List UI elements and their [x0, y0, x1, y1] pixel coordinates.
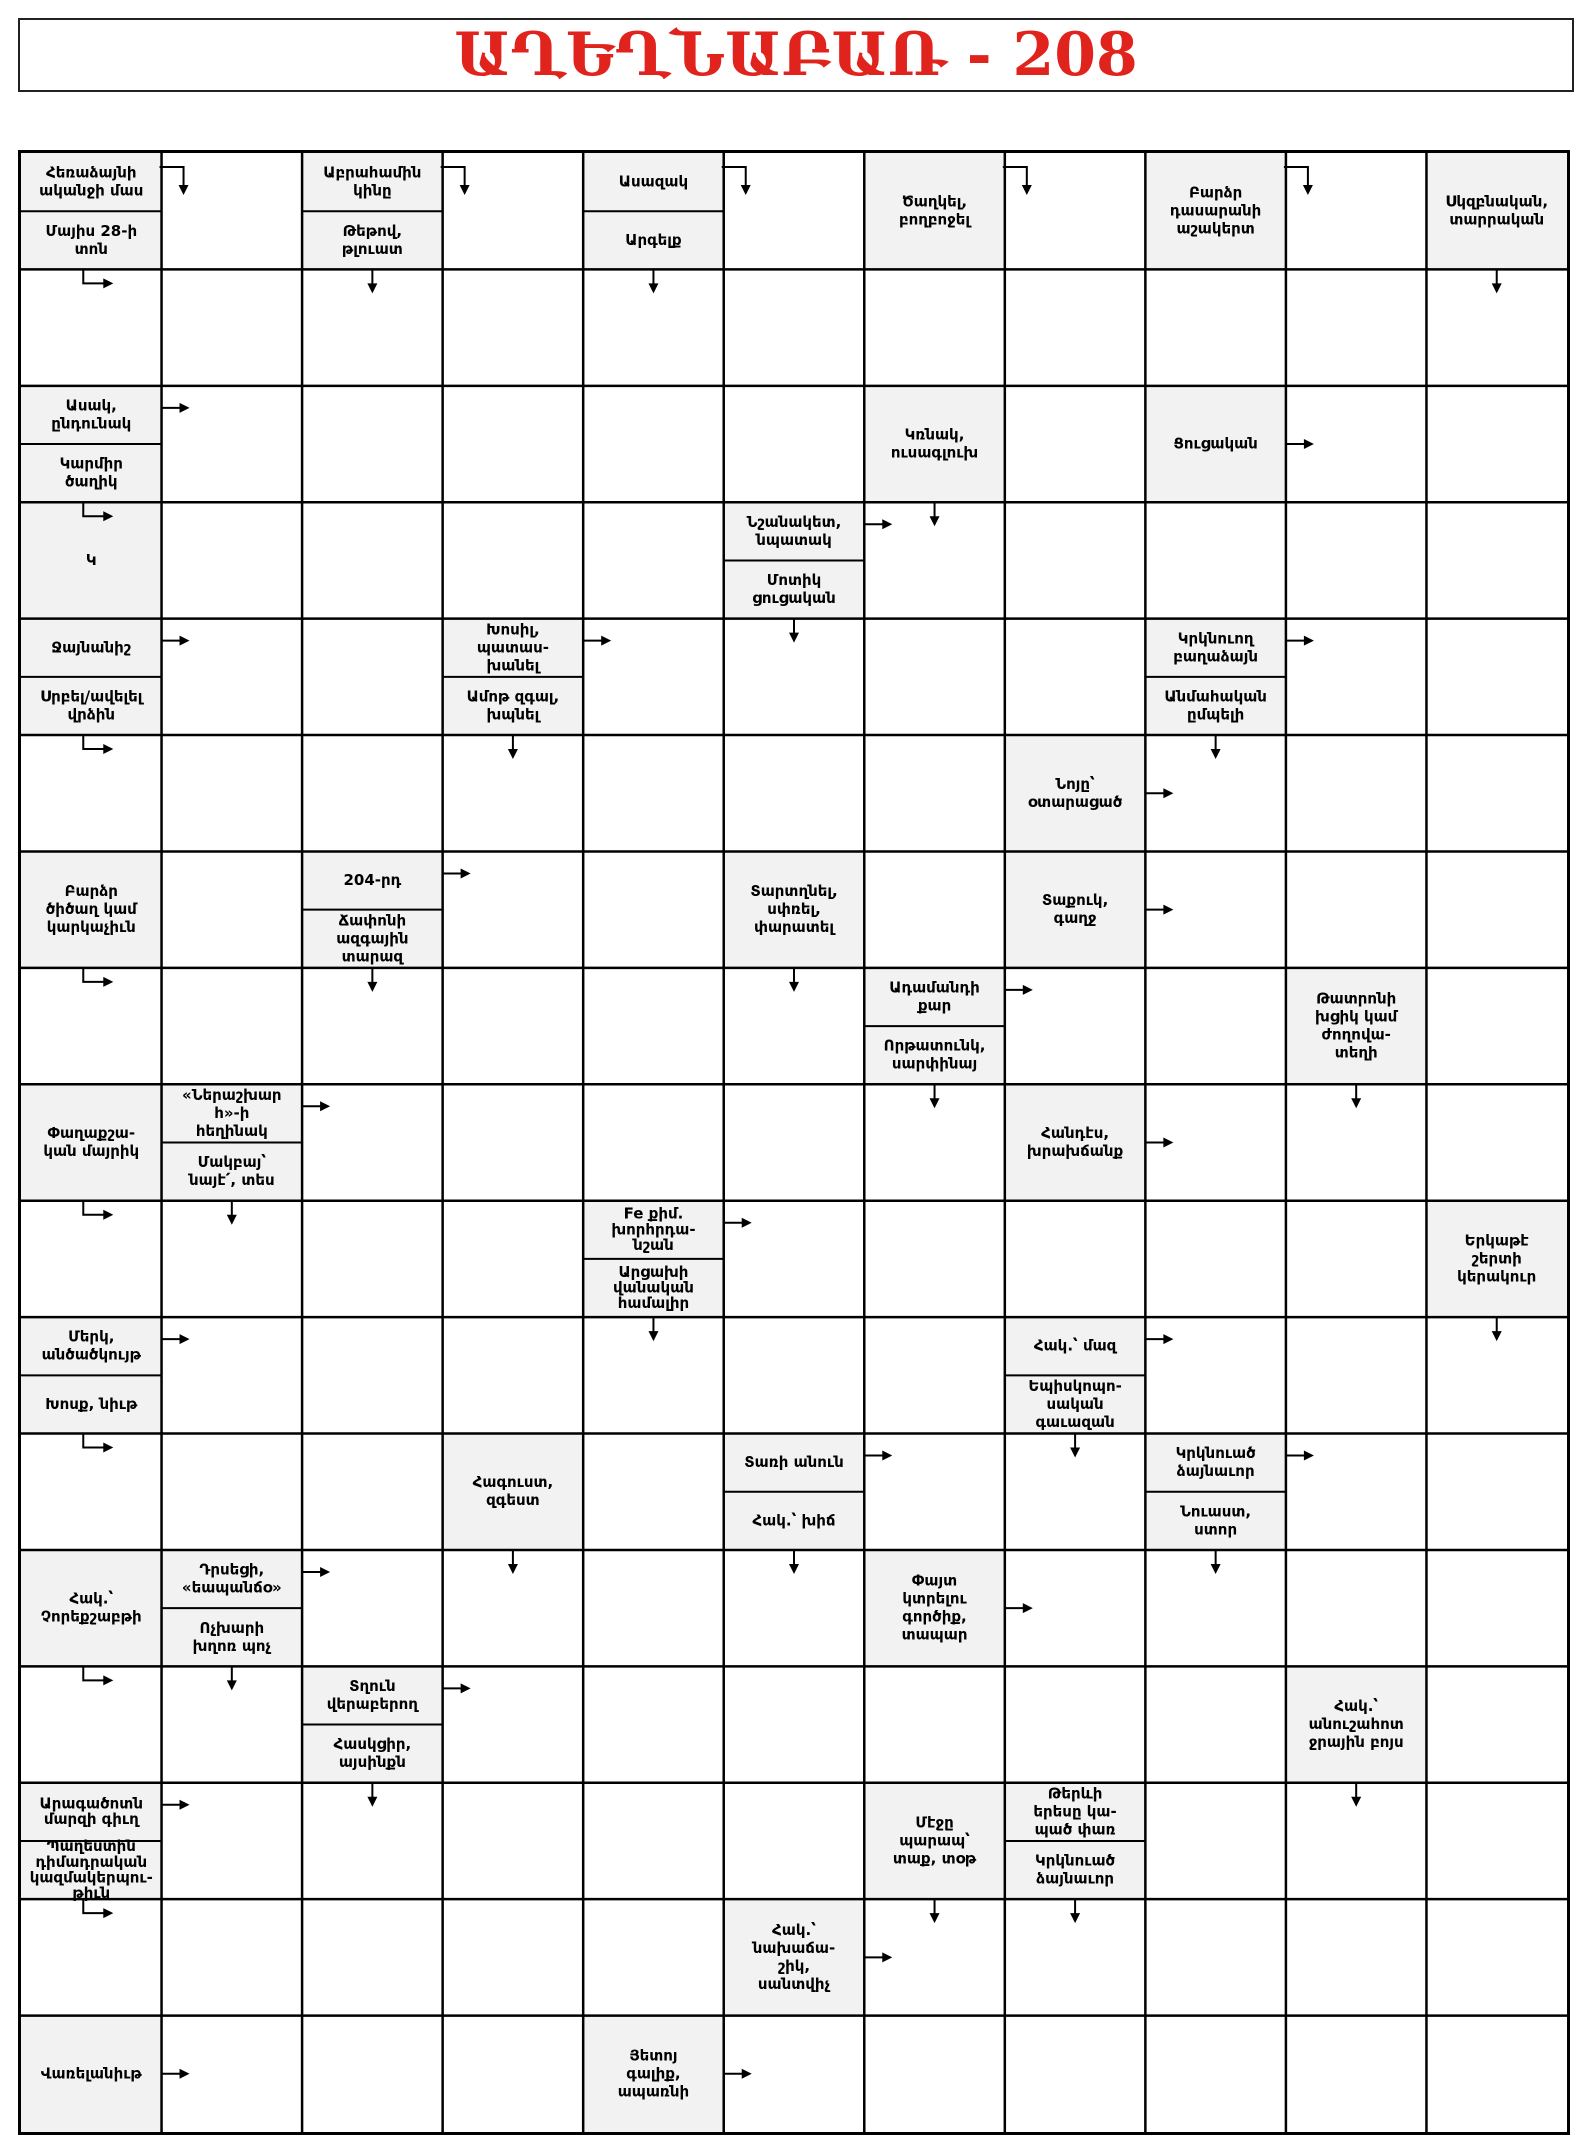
answer-cell[interactable] — [724, 386, 865, 502]
answer-cell[interactable] — [583, 735, 724, 851]
answer-cell[interactable] — [302, 619, 443, 735]
answer-cell[interactable] — [162, 1317, 303, 1433]
clue-text-line: Ծաղկել, — [901, 192, 968, 211]
clue-text-line: ապառնի — [617, 2082, 690, 2101]
answer-cell[interactable] — [1005, 619, 1146, 735]
clue-text-line: վերաբերող — [326, 1694, 418, 1713]
clue-text-line: Փաղաքշա- — [47, 1124, 136, 1142]
clue-text-line: կարկաչիւն — [46, 918, 136, 937]
answer-cell[interactable] — [1286, 1434, 1427, 1550]
clue-text-line: Տարտղնել, — [750, 882, 838, 901]
clue-text-line: Խոսիլ, — [486, 620, 540, 639]
answer-cell[interactable] — [443, 968, 584, 1084]
answer-cell[interactable] — [21, 269, 162, 385]
clue-text-line: գաւազան — [1035, 1412, 1115, 1431]
clue-text-line: պարապ՝ — [899, 1831, 970, 1850]
clue-text-line: Հակ.՝ խիճ — [752, 1511, 836, 1530]
clue-text-line: թլուատ — [341, 239, 403, 258]
answer-cell[interactable] — [1286, 1550, 1427, 1666]
answer-cell[interactable] — [724, 735, 865, 851]
answer-cell[interactable] — [443, 1666, 584, 1782]
answer-cell[interactable] — [1145, 1666, 1286, 1782]
clue-text-line: Պաղեստին — [46, 1837, 136, 1856]
clue-text-line: խանել — [486, 656, 540, 675]
answer-cell[interactable] — [1005, 1666, 1146, 1782]
clue-text-line: Թատրոնի — [1316, 989, 1397, 1008]
answer-cell[interactable] — [21, 968, 162, 1084]
clue-text-line: Փայտ — [911, 1571, 958, 1590]
clue-text-line: տաք, տօթ — [892, 1849, 977, 1868]
clue-text-line: Որթատունկ, — [883, 1036, 986, 1055]
answer-cell[interactable] — [21, 1899, 162, 2015]
clue-text-line: Բարձր — [1188, 183, 1243, 202]
clue-text-line: սանտվիչ — [757, 1974, 831, 1993]
answer-cell[interactable] — [443, 1084, 584, 1200]
answer-cell[interactable] — [1286, 735, 1427, 851]
clue-text-line: ծիծաղ կամ — [45, 900, 137, 919]
answer-cell[interactable] — [1426, 968, 1567, 1084]
answer-cell[interactable] — [583, 1434, 724, 1550]
answer-cell[interactable] — [724, 269, 865, 385]
answer-cell[interactable] — [1005, 502, 1146, 618]
answer-cell[interactable] — [583, 968, 724, 1084]
answer-cell[interactable] — [162, 851, 303, 967]
clue-text-line: Անմահական — [1164, 687, 1267, 706]
clue-text-line: վանական — [613, 1278, 694, 1297]
clue-text-line: դիմադրական — [35, 1852, 148, 1871]
answer-cell[interactable] — [1005, 386, 1146, 502]
clue-text-line: տապար — [901, 1625, 968, 1644]
clue-text-line: 204-րդ — [343, 871, 402, 890]
clue-text-line: խցիկ կամ — [1315, 1007, 1398, 1026]
clue-text-line: թիւն — [72, 1883, 111, 1902]
clue-text-line: կան մայրիկ — [43, 1142, 140, 1160]
clue-text-line: Նոյը՝ — [1055, 774, 1095, 793]
clue-text-line: Կ — [85, 550, 97, 569]
clue-text-line: երեսը կա- — [1033, 1802, 1117, 1821]
answer-cell[interactable] — [1286, 619, 1427, 735]
answer-cell[interactable] — [1426, 1434, 1567, 1550]
answer-cell[interactable] — [583, 1666, 724, 1782]
clue-text-line: կազմակերպու- — [29, 1868, 153, 1887]
clue-text-line: գաղջ — [1053, 909, 1097, 928]
clue-text-line: խպնել — [486, 705, 540, 724]
clue-text-line: խրախճանք — [1026, 1142, 1124, 1160]
answer-cell[interactable] — [583, 386, 724, 502]
answer-cell[interactable] — [1005, 2016, 1146, 2132]
answer-cell[interactable] — [1426, 851, 1567, 967]
answer-cell[interactable] — [1145, 1899, 1286, 2015]
answer-cell[interactable] — [1426, 1666, 1567, 1782]
answer-cell[interactable] — [302, 1317, 443, 1433]
answer-cell[interactable] — [162, 269, 303, 385]
clue-text-line: ուսագլուխ — [890, 443, 979, 462]
clue-text-line: Մակբայ՝ — [197, 1153, 267, 1172]
answer-cell[interactable] — [21, 1666, 162, 1782]
clue-text-line: Հակ.՝ — [1334, 1697, 1379, 1716]
clue-text-line: ձայնաւոր — [1036, 1869, 1115, 1888]
answer-cell[interactable] — [1426, 619, 1567, 735]
clue-text-line: ժողովա- — [1321, 1025, 1391, 1044]
clue-text-line: Եպիսկոպո- — [1028, 1376, 1122, 1395]
answer-cell[interactable] — [864, 1201, 1005, 1317]
clue-text-line: փարատել — [753, 918, 835, 937]
puzzle-title-box — [18, 18, 1574, 92]
answer-cell[interactable] — [443, 386, 584, 502]
crossword-svg — [21, 153, 1567, 2132]
clue-text-line: հեղինակ — [195, 1121, 268, 1140]
clue-text-line: տոն — [74, 239, 108, 258]
clue-text-line: կինը — [353, 181, 392, 200]
answer-cell[interactable] — [443, 1899, 584, 2015]
clue-text-line: Տղուն — [349, 1676, 396, 1695]
answer-cell[interactable] — [162, 1783, 303, 1899]
answer-cell[interactable] — [162, 735, 303, 851]
clue-text-line: տարազ — [341, 947, 404, 966]
clue-text-line: Ոչխարի — [199, 1618, 265, 1637]
answer-cell[interactable] — [1286, 1317, 1427, 1433]
answer-cell[interactable] — [162, 968, 303, 1084]
answer-cell[interactable] — [864, 735, 1005, 851]
clue-text-line: Կրկնուած — [1035, 1851, 1116, 1870]
answer-cell[interactable] — [162, 619, 303, 735]
clue-text-line: Արցախի — [618, 1262, 689, 1281]
answer-cell[interactable] — [1426, 1084, 1567, 1200]
clue-text-line: աշակերտ — [1176, 219, 1255, 238]
clue-text-line: բաղաձայն — [1173, 647, 1259, 666]
clue-text-line: Նուաստ, — [1180, 1502, 1252, 1521]
clue-text-line: ազգային — [336, 929, 409, 948]
answer-cell[interactable] — [1426, 1550, 1567, 1666]
clue-text-line: Ճափոնի — [338, 911, 407, 930]
answer-cell[interactable] — [1426, 2016, 1567, 2132]
clue-text-line: գործիք, — [902, 1607, 967, 1626]
clue-text-line: Հակ.՝ — [69, 1589, 114, 1608]
clue-text-line: Հեռաձայնի — [46, 163, 137, 182]
clue-text-line: Հասկցիր, — [333, 1735, 412, 1754]
clue-text-line: գալիք, — [626, 2064, 681, 2083]
clue-text-line: դասարանի — [1169, 201, 1262, 220]
clue-text-line: վրձին — [67, 705, 116, 724]
clue-text-line: կերակուր — [1457, 1267, 1537, 1286]
clue-text-line: շիկ, — [777, 1956, 811, 1975]
answer-cell[interactable] — [302, 1084, 443, 1200]
clue-text-line: օտարացած — [1027, 792, 1123, 811]
answer-cell[interactable] — [1145, 2016, 1286, 2132]
answer-cell[interactable] — [162, 1899, 303, 2015]
clue-text-line: Ցուցական — [1173, 434, 1258, 453]
clue-text-line: սարփինայ — [891, 1054, 978, 1073]
clue-text-line: համալիր — [617, 1294, 690, 1313]
clue-text-line: ջրային բոյս — [1308, 1733, 1404, 1752]
answer-cell[interactable] — [162, 1434, 303, 1550]
clue-text-line: անծածկույթ — [41, 1345, 141, 1364]
clue-text-line: Կարմիր — [59, 454, 123, 473]
answer-cell[interactable] — [864, 619, 1005, 735]
answer-cell[interactable] — [302, 1201, 443, 1317]
clue-text-line: Ադամանդի — [889, 978, 980, 997]
clue-text-line: նայէ՛, տես — [188, 1171, 275, 1190]
answer-cell[interactable] — [583, 502, 724, 618]
answer-cell[interactable] — [302, 502, 443, 618]
clue-text-line: Հակ.՝ մազ — [1033, 1336, 1117, 1355]
clue-text-line: ընդունակ — [51, 414, 132, 433]
answer-cell[interactable] — [302, 1434, 443, 1550]
answer-cell[interactable] — [1145, 1783, 1286, 1899]
clue-text-line: Տաքուկ, — [1041, 891, 1109, 910]
answer-cell[interactable] — [583, 1550, 724, 1666]
clue-text-line: Թերևի — [1047, 1784, 1103, 1803]
answer-cell[interactable] — [1426, 1783, 1567, 1899]
clue-text-line: Հագուստ, — [472, 1473, 554, 1492]
crossword-grid — [18, 150, 1570, 2135]
answer-cell[interactable] — [1145, 1201, 1286, 1317]
clue-text-line: տեղի — [1334, 1043, 1378, 1062]
clue-text-line: մարզի գիւղ — [43, 1810, 139, 1829]
clue-text-line: Աբրահամին — [323, 163, 422, 182]
puzzle-title: ԱՂԵՂՆԱԲԱՌ - 208 — [454, 20, 1138, 90]
clue-text-line: հ»-ի — [214, 1103, 250, 1122]
clue-text-line: Ասազակ — [618, 172, 689, 191]
clue-text-line: սփռել, — [767, 900, 821, 919]
answer-cell[interactable] — [724, 1317, 865, 1433]
answer-cell[interactable] — [1145, 968, 1286, 1084]
answer-cell[interactable] — [1426, 386, 1567, 502]
clue-text-line: Նշանակետ, — [746, 512, 842, 531]
clue-text-line: նախաճա- — [752, 1938, 836, 1957]
clue-text-line: ըմպելի — [1187, 705, 1245, 724]
answer-cell[interactable] — [864, 1666, 1005, 1782]
answer-cell[interactable] — [583, 1783, 724, 1899]
clue-text-line: Չորեքշաբթի — [40, 1607, 142, 1626]
answer-cell[interactable] — [864, 269, 1005, 385]
answer-cell[interactable] — [1426, 1899, 1567, 2015]
clue-text-line: Վառելանիւթ — [40, 2064, 142, 2083]
clue-text-line: Մայիս 28-ի — [45, 221, 138, 240]
clue-text-line: «Ներաշխար — [182, 1085, 282, 1104]
answer-cell[interactable] — [1005, 269, 1146, 385]
answer-cell[interactable] — [1426, 735, 1567, 851]
clue-text-line: բողբոջել — [899, 210, 971, 229]
clue-text-line: «եապանճօ» — [181, 1578, 282, 1597]
clue-text-line: սական — [1046, 1394, 1104, 1413]
answer-cell[interactable] — [724, 1201, 865, 1317]
clue-text-line: տարրական — [1449, 210, 1545, 229]
clue-text-line: Ամոթ զգալ, — [466, 687, 560, 706]
clue-text-line: Մերկ, — [68, 1327, 115, 1346]
answer-cell[interactable] — [302, 2016, 443, 2132]
answer-cell[interactable] — [443, 269, 584, 385]
clue-text-line: քար — [917, 996, 952, 1015]
clue-text-line: Սկզբնական, — [1445, 192, 1549, 211]
clue-text-line: զգեստ — [486, 1491, 540, 1510]
clue-text-line: Ասակ, — [65, 396, 117, 415]
clue-text-line: խորհրդա- — [611, 1220, 696, 1239]
clue-text-line: ձայնաւոր — [1176, 1462, 1255, 1481]
clue-text-line: Յետոյ — [629, 2046, 678, 2065]
clue-text-line: Կրկնուող — [1177, 629, 1254, 648]
clue-text-line: Հակ.՝ — [772, 1920, 816, 1939]
answer-cell[interactable] — [302, 1550, 443, 1666]
clue-text-line: կտրելու — [902, 1589, 967, 1608]
answer-cell[interactable] — [583, 1084, 724, 1200]
clue-text-line: Ջայնանիշ — [51, 638, 132, 657]
clue-text-line: այսինքն — [338, 1753, 406, 1772]
clue-text-line: Թեթով, — [342, 221, 403, 240]
clue-text-line: Խոսք, նիւթ — [45, 1394, 138, 1413]
answer-cell[interactable] — [443, 2016, 584, 2132]
clue-text-line: Բարձր — [64, 882, 118, 901]
answer-cell[interactable] — [1286, 2016, 1427, 2132]
clue-text-line: Դրսեցի, — [199, 1560, 265, 1579]
clue-text-line: Մէջը — [915, 1813, 954, 1832]
clue-text-line: Երկաթէ — [1464, 1231, 1529, 1250]
answer-cell[interactable] — [864, 851, 1005, 967]
clue-text-line: պած փառ — [1034, 1820, 1116, 1839]
answer-cell[interactable] — [724, 1084, 865, 1200]
clue-text-line: Սրբել/ավելել — [40, 687, 143, 706]
clue-text-line: ականջի մաս — [39, 181, 144, 200]
answer-cell[interactable] — [1426, 502, 1567, 618]
answer-cell[interactable] — [443, 1201, 584, 1317]
clue-text-line: ստոր — [1194, 1520, 1238, 1539]
answer-cell[interactable] — [162, 502, 303, 618]
answer-cell[interactable] — [1286, 1201, 1427, 1317]
answer-cell[interactable] — [1145, 1317, 1286, 1433]
clue-text-line: Կրկնուած — [1175, 1444, 1256, 1463]
clue-text-line: Հանդէս, — [1041, 1124, 1110, 1142]
answer-cell[interactable] — [1145, 502, 1286, 618]
clue-text-line: նպատակ — [756, 530, 832, 549]
clue-text-line: շերտի — [1471, 1249, 1522, 1268]
answer-cell[interactable] — [583, 1899, 724, 2015]
answer-cell[interactable] — [21, 735, 162, 851]
answer-cell[interactable] — [443, 1317, 584, 1433]
clue-text-line: Կռնակ, — [904, 425, 965, 444]
answer-cell[interactable] — [443, 851, 584, 967]
answer-cell[interactable] — [302, 735, 443, 851]
answer-cell[interactable] — [583, 851, 724, 967]
answer-cell[interactable] — [864, 1317, 1005, 1433]
clue-text-line: Արգելք — [625, 230, 682, 249]
answer-cell[interactable] — [1286, 851, 1427, 967]
clue-text-line: ցուցական — [752, 589, 836, 608]
clue-text-line: ծաղիկ — [64, 472, 118, 491]
answer-cell[interactable] — [724, 1666, 865, 1782]
clue-text-line: պատաս- — [476, 638, 549, 657]
answer-cell[interactable] — [864, 2016, 1005, 2132]
answer-cell[interactable] — [162, 386, 303, 502]
clue-text-line: խղոռ պոչ — [192, 1636, 272, 1655]
clue-text-line: նշան — [633, 1235, 674, 1254]
clue-text-line: անուշահոտ — [1308, 1715, 1404, 1734]
clue-text-line: Արագածոտն — [39, 1794, 143, 1813]
answer-cell[interactable] — [443, 1783, 584, 1899]
answer-cell[interactable] — [21, 1434, 162, 1550]
answer-cell[interactable] — [1286, 502, 1427, 618]
answer-cell[interactable] — [864, 1434, 1005, 1550]
clue-text-line: Տառի անուն — [744, 1453, 844, 1472]
answer-cell[interactable] — [1145, 269, 1286, 385]
answer-cell[interactable] — [724, 1783, 865, 1899]
answer-cell[interactable] — [1286, 269, 1427, 385]
answer-cell[interactable] — [21, 1201, 162, 1317]
clue-text-line: Fe քիմ. — [623, 1204, 684, 1223]
answer-cell[interactable] — [1286, 1899, 1427, 2015]
answer-cell[interactable] — [302, 386, 443, 502]
answer-cell[interactable] — [302, 1899, 443, 2015]
answer-cell[interactable] — [1005, 1201, 1146, 1317]
answer-cell[interactable] — [583, 619, 724, 735]
clue-text-line: Մոտիկ — [766, 571, 822, 590]
answer-cell[interactable] — [1005, 968, 1146, 1084]
answer-cell[interactable] — [443, 502, 584, 618]
